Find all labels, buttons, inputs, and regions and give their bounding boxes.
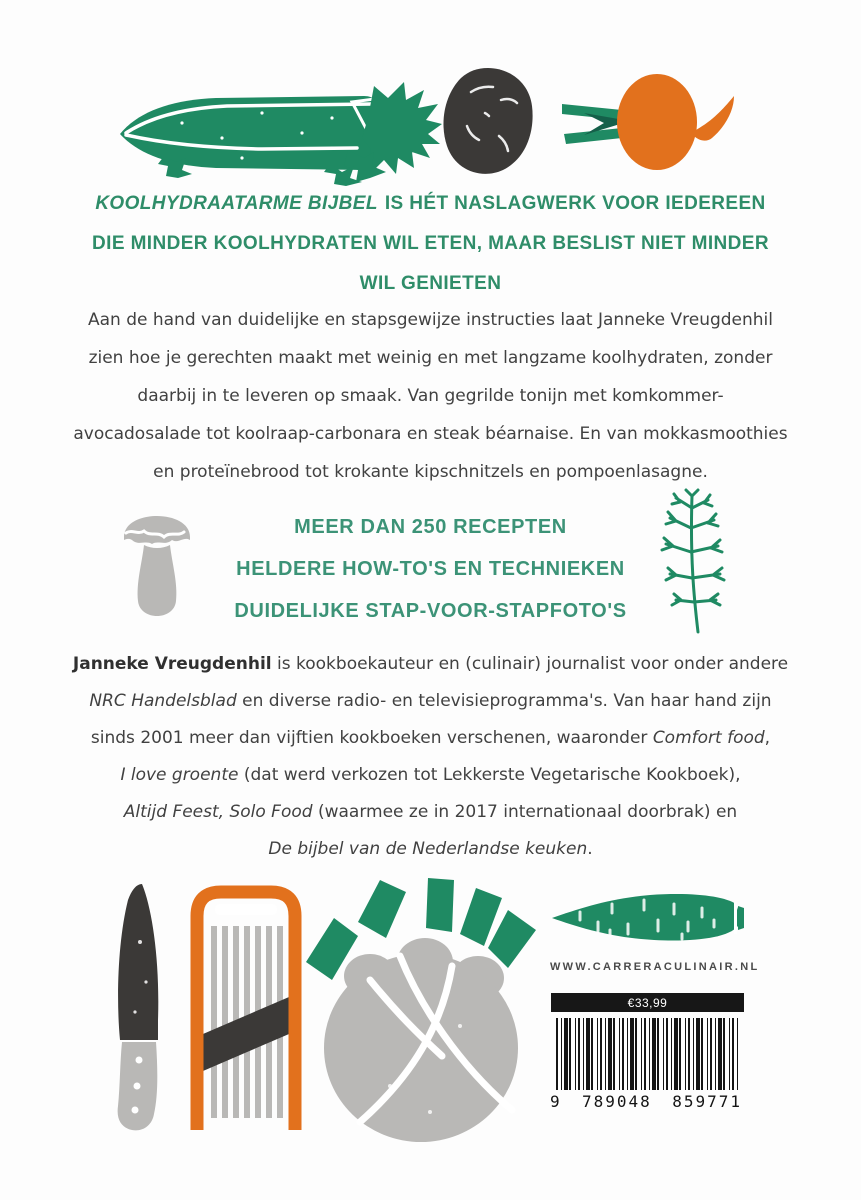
barcode bbox=[556, 1018, 740, 1090]
tagline-line3: WIL GENIETEN bbox=[359, 273, 502, 294]
description-line: en proteïnebrood tot krokante kipschnitzels en pompoenlasagne. bbox=[153, 462, 708, 482]
selling-point: DUIDELIJKE STAP-VOOR-STAPFOTO'S bbox=[234, 600, 627, 622]
description-paragraph bbox=[0, 301, 861, 491]
author-bio-line: Janneke Vreugdenhil is kookboekauteur en (culinair) journalist voor onder andere bbox=[72, 654, 789, 674]
tagline-line1: KOOLHYDRAATARME BIJBEL IS HÉT NASLAGWERK VOOR IEDEREEN bbox=[95, 193, 766, 214]
description-line: avocadosalade tot koolraap-carbonara en steak béarnaise. En van mokkasmoothies bbox=[73, 424, 788, 444]
description-line: Aan de hand van duidelijke en stapsgewijze instructies laat Janneke Vreugdenhil bbox=[87, 310, 774, 330]
author-bio-line: Altijd Feest, Solo Food (waarmee ze in 2017 internationaal doorbrak) en bbox=[123, 802, 738, 822]
carrot-icon bbox=[550, 886, 746, 948]
beet-icon bbox=[556, 58, 736, 188]
tagline-line2: DIE MINDER KOOLHYDRATEN WIL ETEN, MAAR BESLIST NIET MINDER bbox=[92, 233, 769, 254]
selling-point: HELDERE HOW-TO'S EN TECHNIEKEN bbox=[236, 558, 625, 580]
author-bio-line: De bijbel van de Nederlandse keuken. bbox=[268, 839, 593, 859]
description-line: daarbij in te leveren op smaak. Van gegrilde tonijn met komkommer- bbox=[137, 386, 724, 406]
book-title: KOOLHYDRAATARME BIJBEL bbox=[95, 193, 378, 214]
author-bio-line: sinds 2001 meer dan vijftien kookboeken verschenen, waaronder Comfort food, bbox=[90, 728, 771, 748]
celery-icon bbox=[112, 78, 442, 190]
celeriac-icon bbox=[441, 66, 535, 178]
mandoline-slicer-icon bbox=[189, 884, 303, 1130]
author-bio-line: I love groente (dat werd verkozen tot Lekkerste Vegetarische Kookboek), bbox=[120, 765, 741, 785]
fennel-bulb-icon bbox=[300, 876, 542, 1144]
isbn-number: 9 789048 859771 bbox=[550, 1092, 742, 1111]
author-bio-line: NRC Handelsblad en diverse radio- en televisieprogramma's. Van haar hand zijn bbox=[89, 691, 772, 711]
description-line: zien hoe je gerechten maakt met weinig en met langzame koolhydraten, zonder bbox=[88, 348, 773, 368]
chef-knife-icon bbox=[102, 882, 178, 1134]
price: €33,99 bbox=[627, 995, 668, 1010]
author-bio bbox=[0, 646, 861, 868]
tagline bbox=[0, 184, 861, 304]
publisher-website: WWW.CARRERACULINAIR.NL bbox=[550, 961, 760, 973]
dill-sprig-icon bbox=[642, 488, 738, 634]
author-name: Janneke Vreugdenhil bbox=[72, 654, 272, 674]
selling-point: MEER DAN 250 RECEPTEN bbox=[294, 516, 567, 538]
price-bar bbox=[551, 993, 744, 1012]
